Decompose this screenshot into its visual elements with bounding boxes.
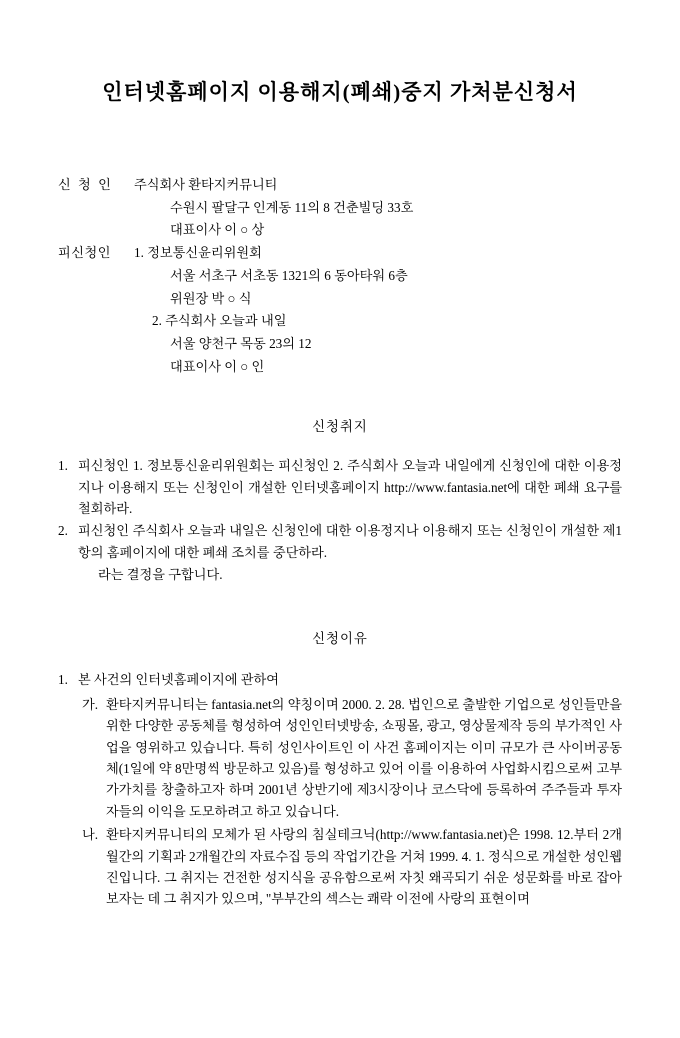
purpose-heading: 신청취지 — [312, 419, 368, 435]
respondent-marker: 1. — [134, 245, 144, 261]
reason-list — [58, 669, 622, 910]
reason-subitem-text: 환타지커뮤니티는 fantasia.net의 약칭이며 2000. 2. 28. 법인으로 출발한 기업으로 성인들만을 위한 다양한 공동체를 형성하여 성인인터넷방송, 쇼핑몰, 광고, 영상물제작 등의 부가적인 사업을 영위하고 있습니다. 특히 성인사이트인 이 사건 홈페이지는 이미 규모가 큰 사이버공동체(1일에 약 8만명씩 방문하고 있음)를 형성하고 있어 이를 이용하여 사업화시킴으로써 고부가가치를 창출하고자 하며 2001년 상반기에 제3시장이나 코스닥에 등록하여 주주들과 투자자들의 이익을 도모하려고 하고 있습니다. — [106, 696, 622, 819]
reason-sublist — [58, 694, 622, 910]
page-title: 인터넷홈페이지 이용해지(폐쇄)중지 가처분신청서 — [102, 80, 578, 104]
purpose-item-text: 피신청인 1. 정보통신윤리위원회는 피신청인 2. 주식회사 오늘과 내일에게 신청인에 대한 이용정지나 이용해지 또는 신청인이 개설한 인터넷홈페이지 http://www.fantasia.net에 대한 폐쇄 요구를 철회하라. — [78, 458, 622, 517]
purpose-closing: 라는 결정을 구합니다. — [98, 567, 223, 583]
reason-item-marker: 1. — [58, 671, 68, 687]
document-page — [0, 76, 680, 1038]
respondent-body — [134, 242, 622, 378]
purpose-item-marker: 2. — [58, 523, 68, 539]
reason-subitem — [58, 824, 622, 910]
purpose-list — [58, 455, 622, 585]
respondent-rep: 대표이사 이 ○ 인 — [170, 358, 265, 374]
purpose-item — [58, 520, 622, 563]
respondent-label: 피신청인 — [58, 245, 111, 261]
reason-heading: 신청이유 — [312, 630, 368, 646]
reason-item-title: 본 사건의 인터넷홈페이지에 관하여 — [78, 671, 279, 687]
respondent-item-marker-line — [134, 242, 622, 265]
purpose-item-marker: 1. — [58, 458, 68, 474]
applicant-row — [58, 174, 622, 242]
parties-block — [58, 174, 622, 378]
purpose-item-text: 피신청인 주식회사 오늘과 내일은 신청인에 대한 이용정지나 이용해지 또는 신청인이 개설한 제1항의 홈페이지에 대한 폐쇄 조치를 중단하라. — [78, 523, 622, 560]
respondent-name: 정보통신윤리위원회 — [147, 245, 262, 261]
applicant-line: 수원시 팔달구 인계동 11의 8 건춘빌딩 33호 — [170, 199, 414, 215]
purpose-item — [58, 455, 622, 519]
reason-item — [58, 669, 622, 690]
respondent-item-marker-line — [134, 310, 622, 333]
applicant-line: 주식회사 환타지커뮤니티 — [134, 177, 278, 192]
respondent-address: 서울 서초구 서초동 1321의 6 동아타워 6층 — [170, 267, 408, 283]
reason-subitem — [58, 694, 622, 822]
applicant-line: 대표이사 이 ○ 상 — [170, 222, 265, 238]
respondent-rep: 위원장 박 ○ 식 — [170, 290, 252, 306]
applicant-body — [134, 174, 622, 242]
reason-subitem-marker: 가. — [82, 696, 99, 712]
respondent-row — [58, 242, 622, 378]
respondent-name: 주식회사 오늘과 내일 — [165, 313, 287, 329]
reason-subitem-marker: 나. — [82, 827, 99, 843]
respondent-marker: 2. — [152, 313, 162, 329]
applicant-label: 신 청 인 — [58, 177, 113, 192]
reason-subitem-text: 환타지커뮤니티의 모체가 된 사랑의 침실테크닉(http://www.fantasia.net)은 1998. 12.부터 2개월간의 기획과 2개월간의 자료수집 등의 작업기간을 거쳐 1999. 4. 1. 정식으로 개설한 성인웹진입니다. 그 취지는 건전한 성지식을 공유함으로써 자칫 왜곡되기 쉬운 성문화를 바로 잡아 보자는 데 그 취지가 있으며, "부부간의 섹스는 쾌락 이전에 사랑의 표현이며 — [106, 827, 622, 907]
respondent-address: 서울 양천구 목동 23의 12 — [170, 335, 312, 351]
